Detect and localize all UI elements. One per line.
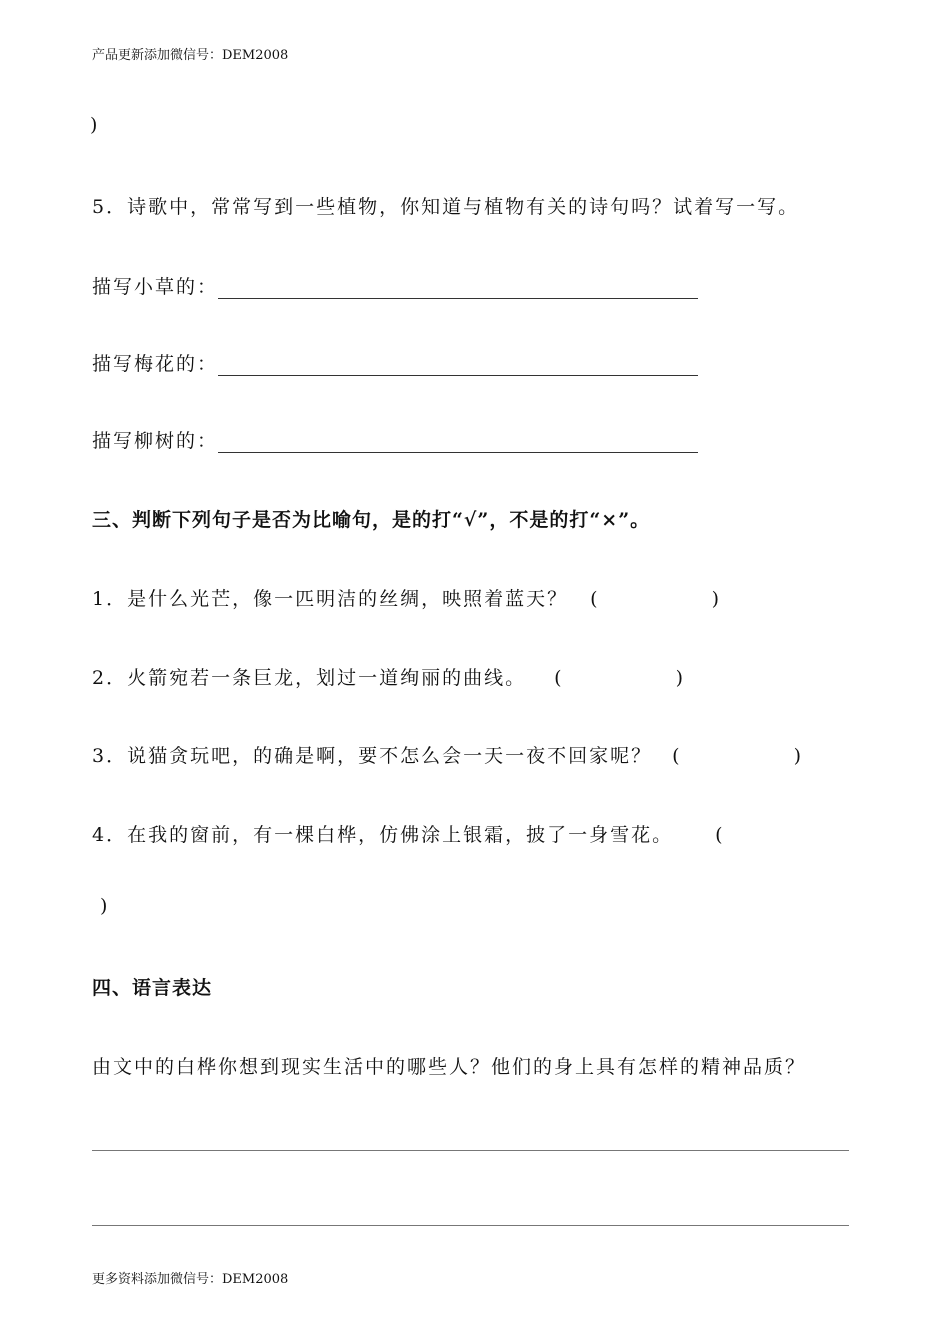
judge-item-3 bbox=[92, 741, 803, 768]
close-paren: ) bbox=[711, 588, 722, 610]
close-paren: ) bbox=[100, 895, 110, 917]
section-4-prompt: 由文中的白桦你想到现实生活中的哪些人？他们的身上具有怎样的精神品质？ bbox=[92, 1056, 807, 1078]
open-paren: ( bbox=[590, 588, 600, 610]
answer-blank[interactable] bbox=[218, 432, 698, 453]
answer-blank[interactable] bbox=[218, 355, 698, 376]
q5-item-willow bbox=[92, 426, 698, 453]
judge-sentence: 3．说猫贪玩吧，的确是啊，要不怎么会一天一夜不回家呢？ bbox=[92, 745, 653, 767]
answer-blank[interactable] bbox=[218, 278, 698, 299]
answer-line[interactable] bbox=[92, 1225, 849, 1226]
close-paren: ) bbox=[675, 667, 686, 689]
judge-item-4-close bbox=[100, 895, 109, 917]
judge-item-2 bbox=[92, 663, 685, 690]
judge-sentence: 1．是什么光芒，像一匹明洁的丝绸，映照着蓝天？ bbox=[92, 588, 569, 610]
section-4-title: 四、语言表达 bbox=[92, 977, 213, 999]
section-3-title: 三、判断下列句子是否为比喻句，是的打“√”，不是的打“×”。 bbox=[92, 509, 651, 531]
answer-line[interactable] bbox=[92, 1150, 849, 1151]
judge-item-4 bbox=[92, 820, 725, 847]
page-footer: 更多资料添加微信号：DEM2008 bbox=[92, 1272, 289, 1287]
question-5-prompt: 5．诗歌中，常常写到一些植物，你知道与植物有关的诗句吗？试着写一写。 bbox=[92, 196, 800, 218]
stray-close-paren: ) bbox=[90, 114, 100, 136]
judge-item-1 bbox=[92, 584, 721, 611]
q5-item-plum bbox=[92, 349, 698, 376]
open-paren: ( bbox=[554, 667, 564, 689]
q5-item-label: 描写小草的： bbox=[92, 276, 219, 298]
page-header: 产品更新添加微信号：DEM2008 bbox=[92, 48, 289, 63]
open-paren: ( bbox=[715, 824, 725, 846]
open-paren: ( bbox=[672, 745, 682, 767]
close-paren: ) bbox=[793, 745, 804, 767]
q5-item-label: 描写梅花的： bbox=[92, 353, 219, 375]
q5-item-label: 描写柳树的： bbox=[92, 430, 219, 452]
judge-sentence: 2．火箭宛若一条巨龙，划过一道绚丽的曲线。 bbox=[92, 667, 527, 689]
judge-sentence: 4．在我的窗前，有一棵白桦，仿佛涂上银霜，披了一身雪花。 bbox=[92, 824, 674, 846]
q5-item-grass bbox=[92, 272, 698, 299]
